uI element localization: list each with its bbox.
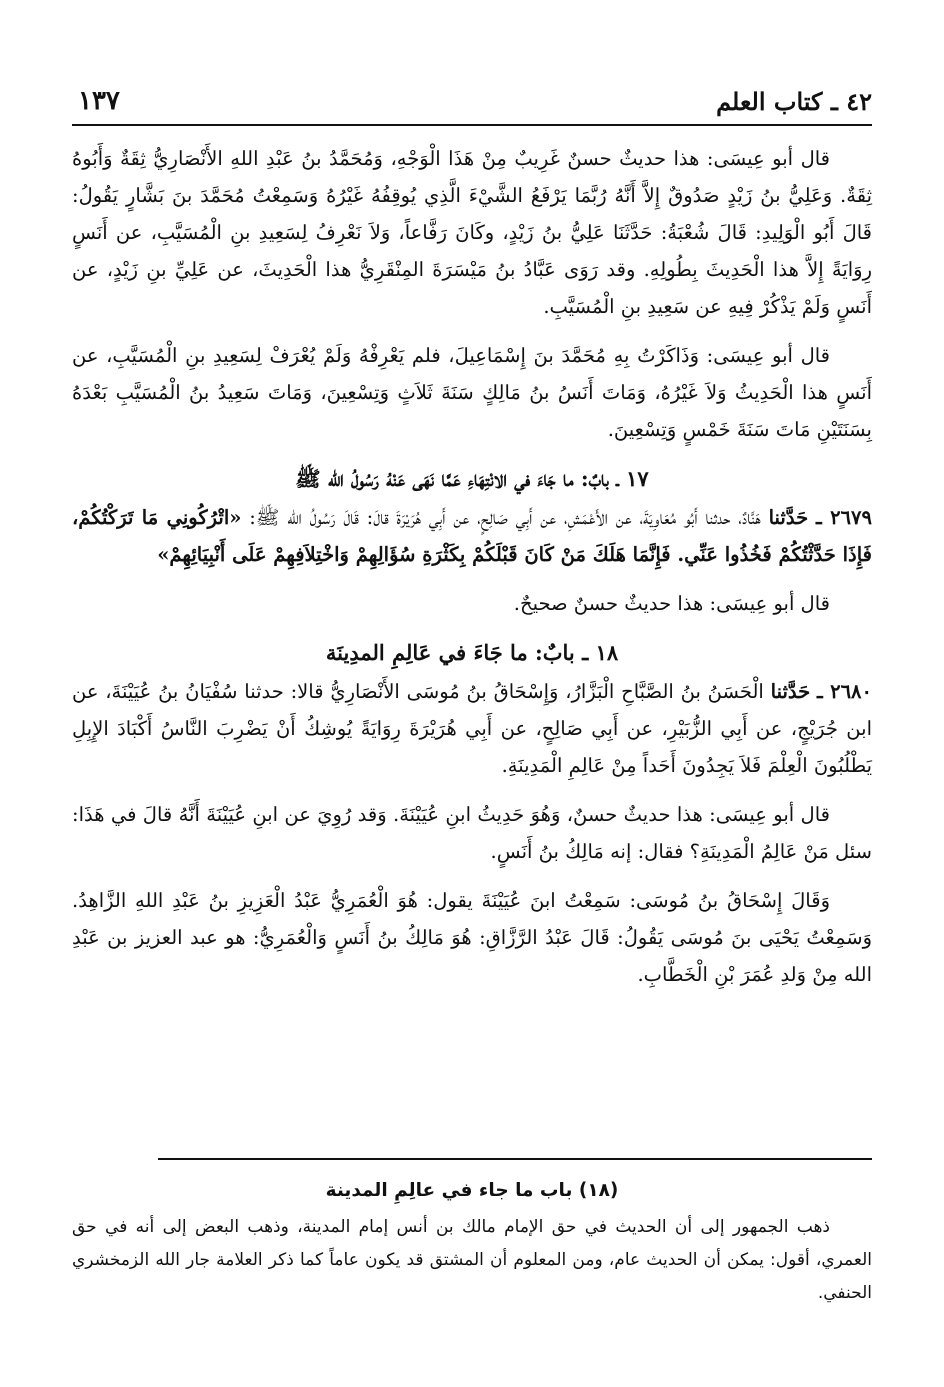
paragraph-abu-isa-4: قال أبو عِيسَى: هذا حديثٌ حسنٌ، وَهُوَ حَدِيثُ ابنِ عُيَيْنَةَ. وَقد رُوِيَ عن ابنِ عُيَيْنَةَ أَنَّهُ قالَ في هَذَا: سئل مَنْ عَالِمُ الْمَدِينَةِ؟ فقال: إنه مَالِكُ بنُ أَنَسٍ. <box>72 803 872 863</box>
main-text <box>72 140 872 1005</box>
paragraph-abu-isa-2: قال أبو عِيسَى: وَذَاكَرْتُ بِهِ مُحَمَّدَ بنَ إِسْمَاعِيلَ، فلم يَعْرِفْهُ وَلَمْ يُعْرَفْ لِسَعِيدِ بنِ الْمُسَيَّبِ، عن أَنَسٍ هذا الْحَدِيثُ وَلاَ غَيْرُهُ، وَمَاتَ أَنَسُ بنُ مَالِكٍ سَنَةَ ثَلاَثٍ وَتِسْعِينَ، وَمَاتَ سَعِيدُ بنُ الْمُسَيَّبِ بَعْدَهُ بِسَنَتَيْنِ مَاتَ سَنَةَ خَمْسٍ وَتِسْعِينَ. <box>72 344 872 441</box>
hadith-sanad: هَنَّادٌ، حدثنا أَبُو مُعَاوِيَةَ، عن الأَعْمَشِ، عن أَبِي صَالِحٍ، عن أَبِي هُرَيْرَةَ قالَ: قَالَ رَسُولُ الله ﷺ: <box>249 506 761 529</box>
hadith-2680 <box>72 673 872 784</box>
page-number: ١٣٧ <box>78 86 120 116</box>
footnote-title: (١٨) باب ما جاء في عالِمِ المدينة <box>325 1180 619 1201</box>
paragraph-abu-isa-3: قال أبو عِيسَى: هذا حديثٌ حسنٌ صحيحٌ. <box>513 592 830 615</box>
footnote <box>72 1174 872 1310</box>
chapter-heading-18: ١٨ ـ بابٌ: ما جَاءَ في عَالِمِ المدِينَة <box>325 640 619 665</box>
hadith-text: الْحَسَنُ بنُ الصَّبَّاحِ الْبَزَّارُ، وَإِسْحَاقُ بنُ مُوسَى الأَنْصَارِيُّ قالا: حدثنا سُفْيَانُ بنُ عُيَيْنَةَ، عن ابن جُرَيْجٍ، عن أَبِي الزُّبَيْرِ، عن أَبِي صَالِحٍ، عن أَبِي هُرَيْرَةَ رِوَايَةً يُوشِكُ أَنْ يَضْرِبَ النَّاسُ أَكْبَادَ الإِبِلِ يَطْلُبُونَ الْعِلْمَ فَلاَ يَجِدُونَ أَحَداً مِنْ عَالِمِ الْمَدِينَةِ. <box>72 680 872 777</box>
haddathana-word: حَدَّثنا <box>768 506 809 529</box>
hadith-matn: «اتْرُكُونِي مَا تَرَكْتُكُمْ، فَإِذَا حَدَّثْتُكُمْ فَخُذُوا عَنِّي. فَإِنَّمَا هَلَكَ مَنْ كَانَ قَبْلَكُمْ بِكَثْرَةِ سُؤَالِهِمْ وَاخْتِلاَفِهِمْ عَلَى أَنْبِيَائِهِمْ» <box>72 506 872 566</box>
header-rule <box>72 124 872 126</box>
running-header <box>78 72 872 116</box>
footnote-rule <box>158 1158 872 1160</box>
paragraph-ishaq: وَقَالَ إِسْحَاقُ بنُ مُوسَى: سَمِعْتُ ابنَ عُيَيْنَةَ يقول: هُوَ الْعُمَرِيُّ عَبْدُ الْعَزِيزِ بنُ عَبْدِ اللهِ الزَّاهِدُ. وَسَمِعْتُ يَحْيَى بنَ مُوسَى يَقُولُ: قَالَ عَبْدُ الرَّزَّاقِ: هُوَ مَالِكُ بنُ أَنَسٍ وَالْعُمَرِيُّ: هو عبد العزيز بن عَبْدِ الله مِنْ وَلدِ عُمَرَ بْنِ الْخَطَّابِ. <box>72 889 872 986</box>
hadith-2679 <box>72 499 872 573</box>
haddathana-word: حَدَّثنا <box>770 680 811 703</box>
chapter-heading-17: ١٧ ـ بابٌ: ما جَاءَ في الانْتِهَاءِ عَمَّا نَهَى عَنْهُ رَسُولُ الله ﷺ <box>295 466 649 491</box>
hadith-number: ٢٦٨٠ ـ <box>817 680 872 703</box>
footnote-text: ذهب الجمهور إلى أن الحديث في حق الإمام مالك بن أنس إمام المدينة، وذهب البعض إلى أنه في حق العمري، أقول: يمكن أن الحديث عام، ومن المعلوم أن المشتق قد يكون عاماً كما ذكر العلامة جار الله الزمخشري الحنفي. <box>72 1217 872 1303</box>
paragraph-abu-isa-1: قال أبو عِيسَى: هذا حديثٌ حسنٌ غَرِيبٌ مِنْ هَذَا الْوَجْهِ، وَمُحَمَّدُ بنُ عَبْدِ اللهِ الأَنْصَارِيُّ ثِقَةٌ وَأَبُوهُ ثِقَةٌ. وَعَلِيُّ بنُ زَيْدٍ صَدُوقٌ إِلاَّ أَنَّهُ رُبَّمَا يَرْفَعُ الشَّيْءَ الَّذِي يُوقِفُهُ غَيْرُهُ وَسَمِعْتُ مُحَمَّدَ بنَ بَشَّارٍ يَقُولُ: قَالَ أَبُو الْوَلِيدِ: قَالَ شُعْبَةُ: حَدَّثَنَا عَلِيُّ بنُ زَيْدٍ، وكَانَ رَفَّاعاً، وَلاَ نَعْرِفُ لِسَعِيدِ بنِ الْمُسَيَّبِ، عن أَنَسٍ رِوَايَةً إِلاَّ هذا الْحَدِيثَ بِطُولِهِ. وقد رَوَى عَبَّادُ بنُ مَيْسَرَةَ المِنْقَرِيُّ هذا الْحَدِيثَ، عن عَلِيِّ بنِ زَيْدٍ، عن أَنَسٍ وَلَمْ يَذْكُرْ فِيهِ عن سَعِيدِ بنِ الْمُسَيَّبِ. <box>72 147 872 318</box>
chapter-title: ٤٢ ـ كتاب العلم <box>716 87 872 116</box>
hadith-number: ٢٦٧٩ ـ <box>815 506 872 529</box>
